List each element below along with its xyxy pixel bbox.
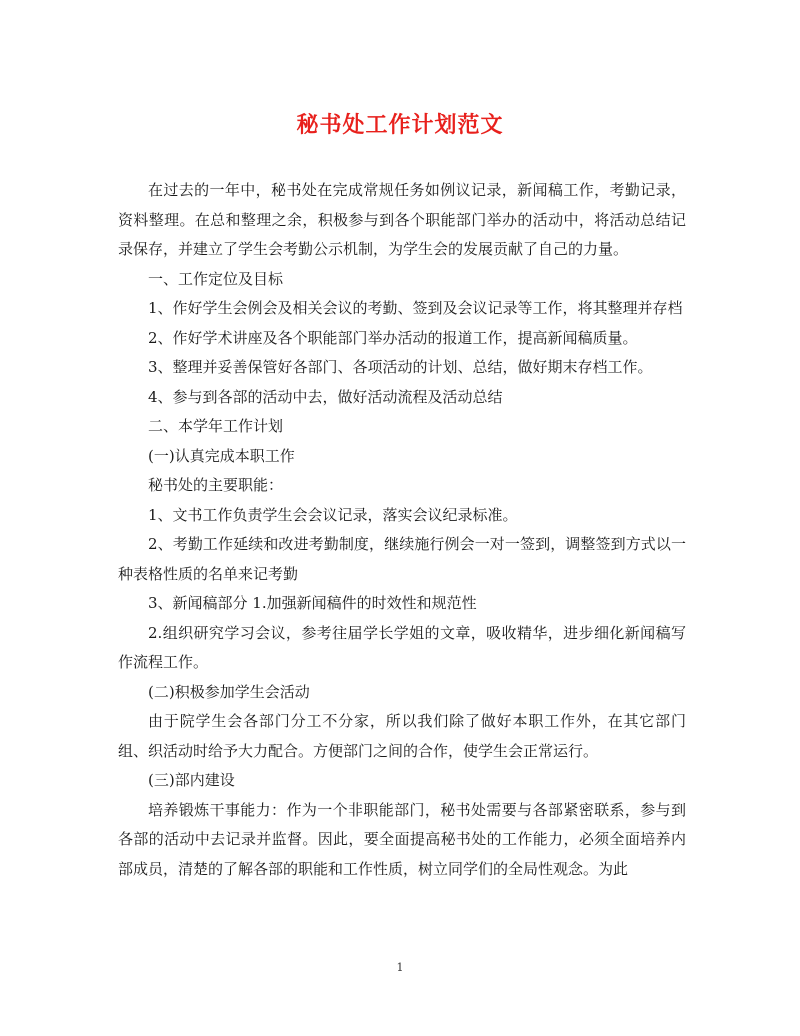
list-item: 2、考勤工作延续和改进考勤制度，继续施行例会一对一签到，调整签到方式以一种表格性质的名单来记考勤 xyxy=(118,535,686,583)
list-item: 4、参与到各部的活动中去，做好活动流程及活动总结 xyxy=(148,387,503,406)
heading-section-2: 二、本学年工作计划 xyxy=(148,417,284,435)
document-title: 秘书处工作计划范文 xyxy=(296,112,504,138)
heading-section-1: 一、工作定位及目标 xyxy=(148,269,284,288)
document-body xyxy=(118,176,686,884)
list-item: 1、文书工作负责学生会会议记录，落实会议纪录标准。 xyxy=(148,505,518,524)
page-number: 1 xyxy=(396,961,404,974)
paragraph: 秘书处的主要职能： xyxy=(148,476,284,494)
paragraph: 培养锻炼干事能力：作为一个非职能部门，秘书处需要与各部紧密联系，参与到各部的活动中去记录并监督。因此，要全面提高秘书处的工作能力，必须全面培养内部成员，清楚的了解各部的职能和工作性质，树立同学们的全局性观念。为此 xyxy=(118,800,686,878)
list-item: 2、作好学术讲座及各个职能部门举办活动的报道工作，提高新闻稿质量。 xyxy=(148,328,638,347)
list-item: 3、整理并妥善保管好各部门、各项活动的计划、总结，做好期末存档工作。 xyxy=(148,358,653,376)
list-item: 1、作好学生会例会及相关会议的考勤、签到及会议记录等工作，将其整理并存档 xyxy=(148,299,683,317)
subheading: (三)部内建设 xyxy=(148,771,235,789)
subheading: (二)积极参加学生会活动 xyxy=(148,682,310,701)
list-item: 3、新闻稿部分 1.加强新闻稿件的时效性和规范性 xyxy=(148,594,477,612)
paragraph: 由于院学生会各部门分工不分家，所以我们除了做好本职工作外，在其它部门组、织活动时给予大力配合。方便部门之间的合作，使学生会正常运行。 xyxy=(118,712,686,760)
paragraph-intro: 在过去的一年中，秘书处在完成常规任务如例议记录，新闻稿工作，考勤记录，资料整理。在总和整理之余，积极参与到各个职能部门举办的活动中，将活动总结记录保存，并建立了学生会考勤公示机制，为学生会的发展贡献了自己的力量。 xyxy=(118,181,686,258)
list-item: 2.组织研究学习会议，参考往届学长学姐的文章，吸收精华，进步细化新闻稿写作流程工作。 xyxy=(118,623,686,671)
subheading: (一)认真完成本职工作 xyxy=(148,446,295,465)
